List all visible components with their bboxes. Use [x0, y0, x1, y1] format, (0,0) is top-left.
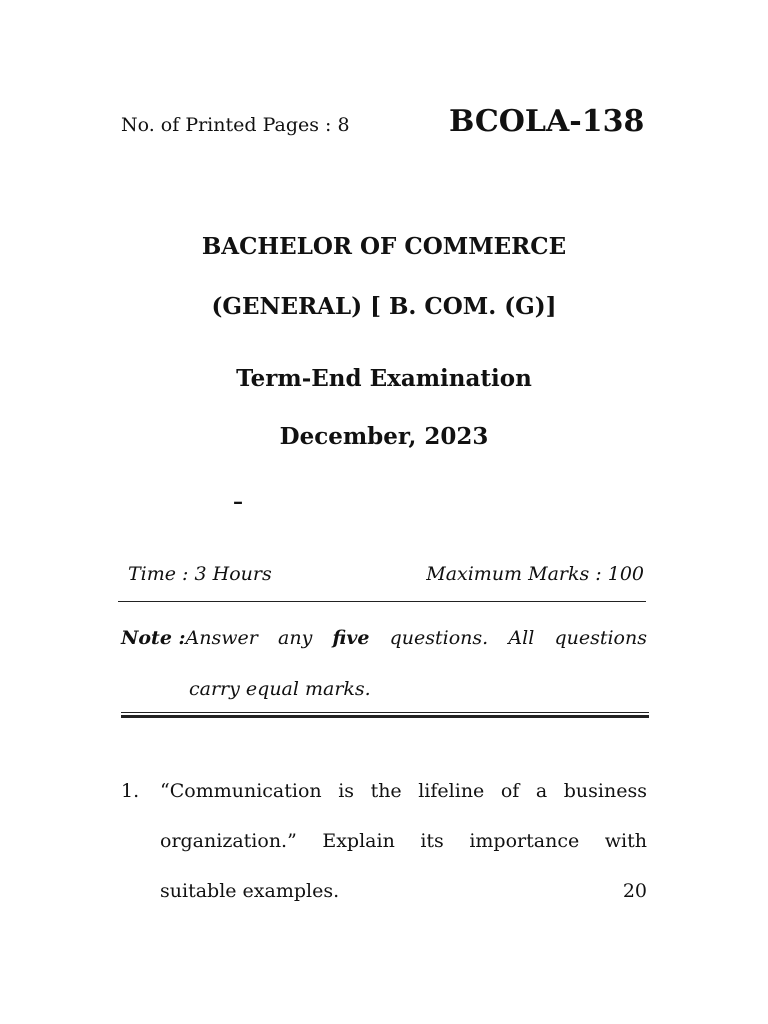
question-word: “Communication — [160, 780, 322, 802]
question-text-end: suitable examples. — [160, 880, 340, 902]
question-word: a — [535, 780, 548, 802]
question-word: of — [500, 780, 520, 802]
question-word: business — [563, 780, 647, 802]
question-word: its — [420, 830, 444, 852]
exam-type: Term-End Examination — [236, 365, 532, 392]
degree-title-line-2: (GENERAL) [ B. COM. (G)] — [211, 293, 557, 320]
question-marks: 20 — [622, 880, 647, 902]
question-text-line-2 — [160, 830, 647, 852]
double-divider-line — [121, 712, 649, 718]
note-word: Answer — [185, 627, 258, 649]
note-word: questions. — [389, 627, 489, 649]
question-word: the — [370, 780, 402, 802]
note-word: questions — [554, 627, 647, 649]
question-text-line-1 — [160, 780, 647, 802]
question-word: organization.” — [160, 830, 297, 852]
note-word: All — [508, 627, 535, 649]
note-line — [121, 627, 647, 649]
degree-title-line-1: BACHELOR OF COMMERCE — [201, 233, 567, 260]
note-label: Note : — [121, 627, 186, 649]
question-word: Explain — [322, 830, 395, 852]
note-word-emphasis: five — [332, 627, 370, 649]
note-continuation: carry equal marks. — [189, 678, 371, 700]
question-word: lifeline — [418, 780, 485, 802]
note-label-and-first-word — [121, 627, 258, 649]
note-word: any — [278, 627, 313, 649]
paper-code: BCOLA-138 — [449, 104, 645, 139]
question-word: is — [338, 780, 355, 802]
exam-date: December, 2023 — [279, 423, 489, 450]
question-text-line-3 — [160, 880, 647, 902]
maximum-marks: Maximum Marks : 100 — [426, 563, 644, 585]
question-word: importance — [469, 830, 580, 852]
question-number: 1. — [121, 780, 140, 802]
dash-mark: – — [233, 489, 243, 513]
divider-line — [118, 601, 646, 602]
question-word: with — [604, 830, 647, 852]
printed-pages-count: No. of Printed Pages : 8 — [121, 114, 350, 136]
exam-duration: Time : 3 Hours — [128, 563, 272, 585]
